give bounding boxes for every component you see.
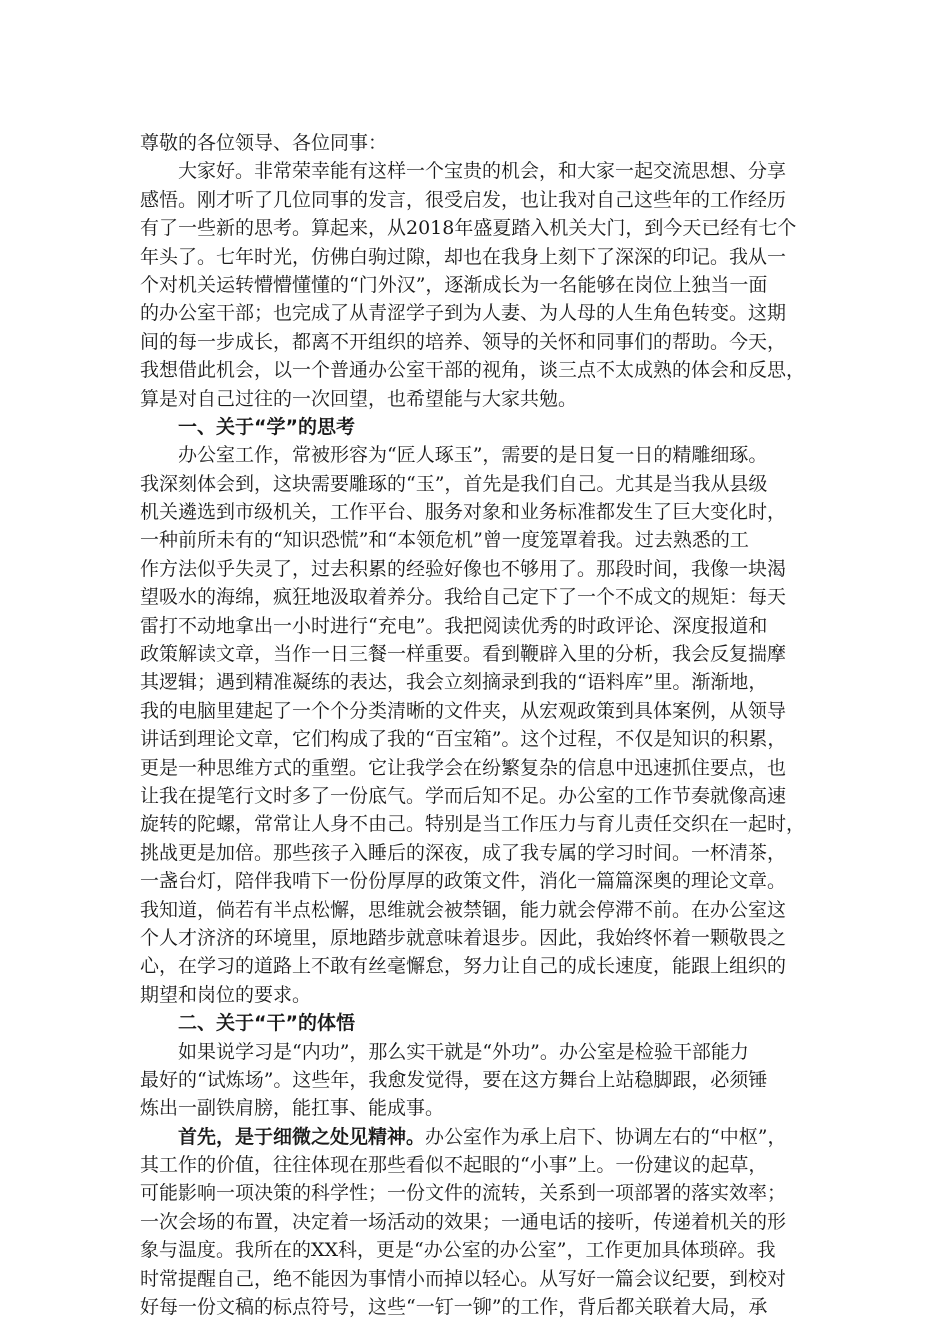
text-line: 有了一些新的思考。算起来，从2018年盛夏踏入机关大门，到今天已经有七个 [140,217,797,240]
section-heading-study: 一、关于“学”的思考 [178,415,355,438]
document-body [140,129,808,1321]
section-heading-work: 二、关于“干”的体悟 [178,1012,355,1035]
text-line: 心，在学习的道路上不敢有丝毫懈怠，努力让自己的成长速度，能跟上组织的 [140,955,787,978]
text-line: 其工作的价值，往往体现在那些看似不起眼的“小事”上。一份建议的起草， [140,1154,768,1177]
text-line: 炼出一副铁肩膀，能扛事、能成事。 [140,1097,445,1120]
text-line: 我知道，倘若有半点松懈，思维就会被禁锢，能力就会停滞不前。在办公室这 [140,898,787,921]
first-point-paragraph [140,1123,808,1322]
section-study-paragraph [140,441,808,1009]
text-line: 大家好。非常荣幸能有这样一个宝贵的机会，和大家一起交流思想、分享 [178,160,787,183]
text-line: 算是对自己过往的一次回望，也希望能与大家共勉。 [140,387,578,410]
text-line: 一种前所未有的“知识恐慌”和“本领危机”曾一度笼罩着我。过去熟悉的工 [140,529,749,552]
text-line: 个人才济济的环境里，原地踏步就意味着退步。因此，我始终怀着一颗敬畏之 [140,926,787,949]
text-line: 让我在提笔行文时多了一份底气。学而后知不足。办公室的工作节奏就像高速 [140,784,787,807]
text-line: 如果说学习是“内功”，那么实干就是“外功”。办公室是检验干部能力 [178,1040,749,1063]
text-line: 挑战更是加倍。那些孩子入睡后的深夜，成了我专属的学习时间。一杯清茶， [140,841,787,864]
text-line: 政策解读文章，当作一日三餐一样重要。看到鞭辟入里的分析，我会反复揣摩 [140,643,787,666]
text-line: 旋转的陀螺，常常让人身不由己。特别是当工作压力与育儿责任交织在一起时， [140,813,806,836]
text-line: 讲话到理论文章，它们构成了我的“百宝箱”。这个过程，不仅是知识的积累， [140,728,787,751]
text-line: 感悟。刚才听了几位同事的发言，很受启发，也让我对自己这些年的工作经历 [140,188,787,211]
text-line: 象与温度。我所在的XX科，更是“办公室的办公室”，工作更加具体琐碎。我 [140,1239,776,1262]
text-line: 个对机关运转懵懵懂懂的“门外汉”，逐渐成长为一名能够在岗位上独当一面 [140,273,768,296]
text-line: 机关遴选到市级机关，工作平台、服务对象和业务标准都发生了巨大变化时， [140,501,787,524]
first-point-lead: 首先，是于细微之处见精神。 [178,1125,426,1148]
text-line: 望吸水的海绵，疯狂地汲取着养分。我给自己定下了一个不成文的规矩：每天 [140,586,787,609]
text-line: 我深刻体会到，这块需要雕琢的“玉”，首先是我们自己。尤其是当我从县级 [140,472,768,495]
text-line: 更是一种思维方式的重塑。它让我学会在纷繁复杂的信息中迅速抓住要点，也 [140,756,787,779]
section-work-paragraph [140,1038,808,1123]
text-line: 期望和岗位的要求。 [140,983,312,1006]
text-line: 我的电脑里建起了一个个分类清晰的文件夹，从宏观政策到具体案例，从领导 [140,699,787,722]
text-line-first-point [140,1123,808,1151]
text-line: 一盏台灯，陪伴我啃下一份份厚厚的政策文件，消化一篇篇深奥的理论文章。 [140,870,787,893]
text-line: 其逻辑；遇到精准凝练的表达，我会立刻摘录到我的“语料库”里。渐渐地， [140,671,768,694]
text-line: 间的每一步成长，都离不开组织的培养、领导的关怀和同事们的帮助。今天， [140,330,787,353]
text-line: 好每一份文稿的标点符号，这些“一钉一铆”的工作，背后都关联着大局，承 [140,1296,768,1319]
intro-paragraph [140,157,808,413]
text-line: 可能影响一项决策的科学性；一份文件的流转，关系到一项部署的落实效率； [140,1182,787,1205]
text-line: 雷打不动地拿出一小时进行“充电”。我把阅读优秀的时政评论、深度报道和 [140,614,768,637]
text-line: 一次会场的布置，决定着一场活动的效果；一通电话的接听，传递着机关的形 [140,1210,787,1233]
salutation: 尊敬的各位领导、各位同事： [140,132,388,154]
text-line: 办公室工作，常被形容为“匠人琢玉”，需要的是日复一日的精雕细琢。 [178,444,768,467]
first-point-lead-rest: 办公室作为承上启下、协调左右的“中枢”， [425,1125,787,1148]
text-line: 我想借此机会，以一个普通办公室干部的视角，谈三点不太成熟的体会和反思， [140,359,806,382]
text-line: 的办公室干部；也完成了从青涩学子到为人妻、为人母的人生角色转变。这期 [140,302,787,325]
text-line: 年头了。七年时光，仿佛白驹过隙，却也在我身上刻下了深深的印记。我从一 [140,245,787,268]
text-line: 时常提醒自己，绝不能因为事情小而掉以轻心。从写好一篇会议纪要，到校对 [140,1267,787,1290]
text-line: 最好的“试炼场”。这些年，我愈发觉得，要在这方舞台上站稳脚跟，必须锤 [140,1068,768,1091]
text-line: 作方法似乎失灵了，过去积累的经验好像也不够用了。那段时间，我像一块渴 [140,557,787,580]
